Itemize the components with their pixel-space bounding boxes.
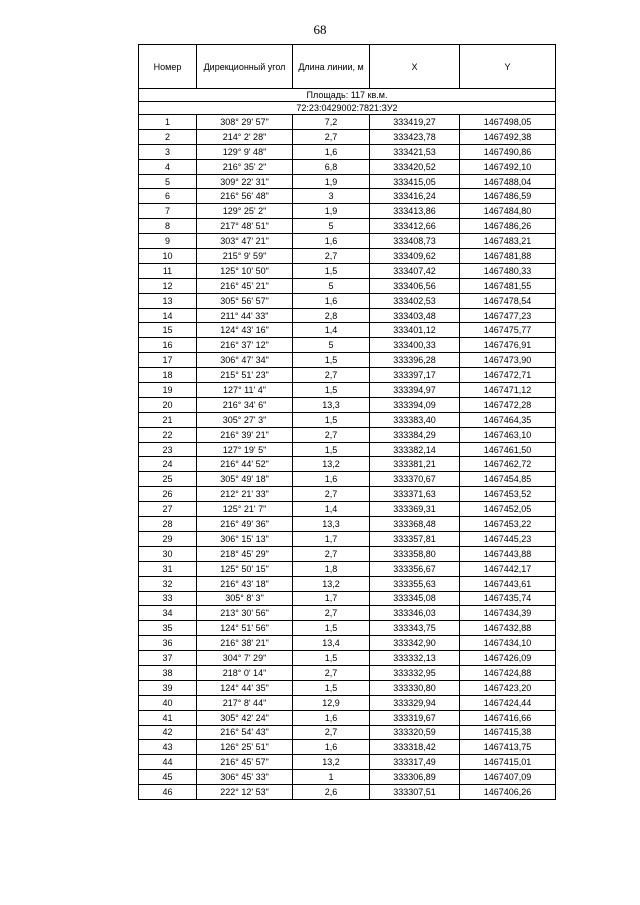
y-cell: 1467477,23 bbox=[460, 308, 556, 323]
y-cell: 1467442,17 bbox=[460, 561, 556, 576]
table-row bbox=[139, 174, 556, 189]
length-cell: 1,6 bbox=[293, 740, 370, 755]
number-cell: 15 bbox=[139, 323, 197, 338]
length-cell: 1 bbox=[293, 770, 370, 785]
angle-cell: 125° 21' 7" bbox=[197, 502, 293, 517]
length-cell: 1,5 bbox=[293, 651, 370, 666]
table-row bbox=[139, 457, 556, 472]
number-cell: 44 bbox=[139, 755, 197, 770]
cadastral-row bbox=[139, 102, 556, 115]
angle-cell: 216° 45' 57" bbox=[197, 755, 293, 770]
angle-cell: 222° 12' 53" bbox=[197, 785, 293, 800]
length-cell: 13,4 bbox=[293, 636, 370, 651]
number-cell: 26 bbox=[139, 487, 197, 502]
y-cell: 1467423,20 bbox=[460, 680, 556, 695]
y-cell: 1467486,59 bbox=[460, 189, 556, 204]
angle-cell: 127° 19' 5" bbox=[197, 442, 293, 457]
length-cell: 2,7 bbox=[293, 129, 370, 144]
x-cell: 333307,51 bbox=[370, 785, 460, 800]
number-cell: 3 bbox=[139, 144, 197, 159]
x-cell: 333394,97 bbox=[370, 383, 460, 398]
number-cell: 29 bbox=[139, 531, 197, 546]
angle-cell: 216° 49' 36" bbox=[197, 517, 293, 532]
length-cell: 1,7 bbox=[293, 591, 370, 606]
x-cell: 333420,52 bbox=[370, 159, 460, 174]
number-cell: 32 bbox=[139, 576, 197, 591]
x-cell: 333394,09 bbox=[370, 397, 460, 412]
table-row bbox=[139, 546, 556, 561]
y-cell: 1467413,75 bbox=[460, 740, 556, 755]
angle-cell: 308° 29' 57" bbox=[197, 115, 293, 130]
y-cell: 1467453,52 bbox=[460, 487, 556, 502]
length-cell: 2,7 bbox=[293, 249, 370, 264]
length-cell: 2,6 bbox=[293, 785, 370, 800]
table-row bbox=[139, 412, 556, 427]
table-row bbox=[139, 531, 556, 546]
number-cell: 16 bbox=[139, 338, 197, 353]
y-cell: 1467445,23 bbox=[460, 531, 556, 546]
angle-cell: 216° 56' 48" bbox=[197, 189, 293, 204]
y-cell: 1467406,26 bbox=[460, 785, 556, 800]
header-y: Y bbox=[460, 45, 556, 89]
x-cell: 333355,63 bbox=[370, 576, 460, 591]
y-cell: 1467486,26 bbox=[460, 219, 556, 234]
x-cell: 333306,89 bbox=[370, 770, 460, 785]
y-cell: 1467476,91 bbox=[460, 338, 556, 353]
x-cell: 333357,81 bbox=[370, 531, 460, 546]
table-row bbox=[139, 234, 556, 249]
length-cell: 1,5 bbox=[293, 442, 370, 457]
angle-cell: 216° 54' 43" bbox=[197, 725, 293, 740]
y-cell: 1467415,01 bbox=[460, 755, 556, 770]
angle-cell: 303° 47' 21" bbox=[197, 234, 293, 249]
x-cell: 333401,12 bbox=[370, 323, 460, 338]
x-cell: 333400,33 bbox=[370, 338, 460, 353]
angle-cell: 215° 9' 59" bbox=[197, 249, 293, 264]
length-cell: 1,6 bbox=[293, 234, 370, 249]
x-cell: 333383,40 bbox=[370, 412, 460, 427]
length-cell: 1,8 bbox=[293, 561, 370, 576]
table-row bbox=[139, 397, 556, 412]
angle-cell: 211° 44' 33" bbox=[197, 308, 293, 323]
angle-cell: 214° 2' 28" bbox=[197, 129, 293, 144]
table-row bbox=[139, 680, 556, 695]
x-cell: 333408,73 bbox=[370, 234, 460, 249]
y-cell: 1467480,33 bbox=[460, 263, 556, 278]
y-cell: 1467481,88 bbox=[460, 249, 556, 264]
angle-cell: 216° 34' 6" bbox=[197, 397, 293, 412]
length-cell: 1,9 bbox=[293, 204, 370, 219]
x-cell: 333346,03 bbox=[370, 606, 460, 621]
y-cell: 1467443,88 bbox=[460, 546, 556, 561]
number-cell: 21 bbox=[139, 412, 197, 427]
x-cell: 333381,21 bbox=[370, 457, 460, 472]
x-cell: 333332,95 bbox=[370, 665, 460, 680]
number-cell: 38 bbox=[139, 665, 197, 680]
table-row bbox=[139, 144, 556, 159]
number-cell: 31 bbox=[139, 561, 197, 576]
number-cell: 46 bbox=[139, 785, 197, 800]
y-cell: 1467483,21 bbox=[460, 234, 556, 249]
table-row bbox=[139, 591, 556, 606]
table-row bbox=[139, 636, 556, 651]
angle-cell: 216° 43' 18" bbox=[197, 576, 293, 591]
length-cell: 1,5 bbox=[293, 680, 370, 695]
length-cell: 1,6 bbox=[293, 710, 370, 725]
y-cell: 1467416,66 bbox=[460, 710, 556, 725]
x-cell: 333318,42 bbox=[370, 740, 460, 755]
length-cell: 13,2 bbox=[293, 755, 370, 770]
page-number: 68 bbox=[313, 22, 327, 37]
length-cell: 1,4 bbox=[293, 323, 370, 338]
y-cell: 1467452,05 bbox=[460, 502, 556, 517]
table-row bbox=[139, 442, 556, 457]
x-cell: 333342,90 bbox=[370, 636, 460, 651]
length-cell: 1,5 bbox=[293, 412, 370, 427]
number-cell: 6 bbox=[139, 189, 197, 204]
area-cell: Площадь: 117 кв.м. bbox=[139, 89, 556, 102]
table-row bbox=[139, 353, 556, 368]
length-cell: 5 bbox=[293, 338, 370, 353]
x-cell: 333356,67 bbox=[370, 561, 460, 576]
table-row bbox=[139, 770, 556, 785]
number-cell: 33 bbox=[139, 591, 197, 606]
table-row bbox=[139, 621, 556, 636]
y-cell: 1467415,38 bbox=[460, 725, 556, 740]
length-cell: 2,7 bbox=[293, 725, 370, 740]
length-cell: 1,6 bbox=[293, 472, 370, 487]
number-cell: 39 bbox=[139, 680, 197, 695]
number-cell: 23 bbox=[139, 442, 197, 457]
angle-cell: 306° 45' 33" bbox=[197, 770, 293, 785]
angle-cell: 216° 37' 12" bbox=[197, 338, 293, 353]
number-cell: 27 bbox=[139, 502, 197, 517]
angle-cell: 218° 0' 14" bbox=[197, 665, 293, 680]
number-cell: 22 bbox=[139, 427, 197, 442]
y-cell: 1467464,35 bbox=[460, 412, 556, 427]
x-cell: 333413,86 bbox=[370, 204, 460, 219]
number-cell: 42 bbox=[139, 725, 197, 740]
y-cell: 1467478,54 bbox=[460, 293, 556, 308]
angle-cell: 306° 47' 34" bbox=[197, 353, 293, 368]
x-cell: 333370,67 bbox=[370, 472, 460, 487]
table-row bbox=[139, 249, 556, 264]
header-direction-angle: Дирекционный угол bbox=[197, 45, 293, 89]
x-cell: 333416,24 bbox=[370, 189, 460, 204]
y-cell: 1467473,90 bbox=[460, 353, 556, 368]
length-cell: 2,7 bbox=[293, 606, 370, 621]
table-row bbox=[139, 293, 556, 308]
x-cell: 333403,48 bbox=[370, 308, 460, 323]
x-cell: 333384,29 bbox=[370, 427, 460, 442]
table-row bbox=[139, 785, 556, 800]
angle-cell: 217° 48' 51" bbox=[197, 219, 293, 234]
angle-cell: 309° 22' 31" bbox=[197, 174, 293, 189]
table-row bbox=[139, 651, 556, 666]
length-cell: 1,4 bbox=[293, 502, 370, 517]
table-row bbox=[139, 606, 556, 621]
number-cell: 10 bbox=[139, 249, 197, 264]
length-cell: 1,5 bbox=[293, 383, 370, 398]
table-row bbox=[139, 308, 556, 323]
y-cell: 1467432,88 bbox=[460, 621, 556, 636]
x-cell: 333320,59 bbox=[370, 725, 460, 740]
x-cell: 333332,13 bbox=[370, 651, 460, 666]
x-cell: 333402,53 bbox=[370, 293, 460, 308]
x-cell: 333329,94 bbox=[370, 695, 460, 710]
table-row bbox=[139, 383, 556, 398]
length-cell: 2,7 bbox=[293, 487, 370, 502]
number-cell: 11 bbox=[139, 263, 197, 278]
table-row bbox=[139, 219, 556, 234]
length-cell: 1,6 bbox=[293, 144, 370, 159]
angle-cell: 127° 11' 4" bbox=[197, 383, 293, 398]
angle-cell: 125° 10' 50" bbox=[197, 263, 293, 278]
length-cell: 6,8 bbox=[293, 159, 370, 174]
y-cell: 1467434,10 bbox=[460, 636, 556, 651]
number-cell: 41 bbox=[139, 710, 197, 725]
number-cell: 40 bbox=[139, 695, 197, 710]
number-cell: 7 bbox=[139, 204, 197, 219]
number-cell: 25 bbox=[139, 472, 197, 487]
table-row bbox=[139, 755, 556, 770]
table-row bbox=[139, 159, 556, 174]
number-cell: 18 bbox=[139, 368, 197, 383]
y-cell: 1467472,71 bbox=[460, 368, 556, 383]
table-row bbox=[139, 517, 556, 532]
table-row bbox=[139, 502, 556, 517]
number-cell: 43 bbox=[139, 740, 197, 755]
angle-cell: 216° 45' 21" bbox=[197, 278, 293, 293]
x-cell: 333358,80 bbox=[370, 546, 460, 561]
x-cell: 333415,05 bbox=[370, 174, 460, 189]
length-cell: 2,7 bbox=[293, 546, 370, 561]
cadastral-number-cell: 72:23:0429002:7821:ЗУ2 bbox=[139, 102, 556, 115]
table-row bbox=[139, 189, 556, 204]
angle-cell: 129° 9' 48" bbox=[197, 144, 293, 159]
length-cell: 13,2 bbox=[293, 457, 370, 472]
y-cell: 1467454,85 bbox=[460, 472, 556, 487]
x-cell: 333330,80 bbox=[370, 680, 460, 695]
y-cell: 1467481,55 bbox=[460, 278, 556, 293]
header-line-length: Длина линии, м bbox=[293, 45, 370, 89]
y-cell: 1467463,10 bbox=[460, 427, 556, 442]
angle-cell: 216° 39' 21" bbox=[197, 427, 293, 442]
angle-cell: 215° 51' 23" bbox=[197, 368, 293, 383]
length-cell: 1,9 bbox=[293, 174, 370, 189]
number-cell: 17 bbox=[139, 353, 197, 368]
x-cell: 333368,48 bbox=[370, 517, 460, 532]
number-cell: 45 bbox=[139, 770, 197, 785]
number-cell: 8 bbox=[139, 219, 197, 234]
x-cell: 333419,27 bbox=[370, 115, 460, 130]
x-cell: 333369,31 bbox=[370, 502, 460, 517]
table-row bbox=[139, 115, 556, 130]
number-cell: 30 bbox=[139, 546, 197, 561]
length-cell: 2,8 bbox=[293, 308, 370, 323]
table-row bbox=[139, 278, 556, 293]
length-cell: 5 bbox=[293, 219, 370, 234]
y-cell: 1467488,04 bbox=[460, 174, 556, 189]
length-cell: 1,6 bbox=[293, 293, 370, 308]
y-cell: 1467492,38 bbox=[460, 129, 556, 144]
table-row bbox=[139, 338, 556, 353]
angle-cell: 125° 50' 15" bbox=[197, 561, 293, 576]
number-cell: 9 bbox=[139, 234, 197, 249]
y-cell: 1467484,80 bbox=[460, 204, 556, 219]
angle-cell: 305° 42' 24" bbox=[197, 710, 293, 725]
x-cell: 333396,28 bbox=[370, 353, 460, 368]
table-row bbox=[139, 427, 556, 442]
y-cell: 1467453,22 bbox=[460, 517, 556, 532]
number-cell: 28 bbox=[139, 517, 197, 532]
table-row bbox=[139, 665, 556, 680]
length-cell: 1,5 bbox=[293, 621, 370, 636]
table-row bbox=[139, 129, 556, 144]
table-row bbox=[139, 695, 556, 710]
angle-cell: 124° 44' 35" bbox=[197, 680, 293, 695]
length-cell: 1,5 bbox=[293, 353, 370, 368]
number-cell: 24 bbox=[139, 457, 197, 472]
x-cell: 333412,66 bbox=[370, 219, 460, 234]
number-cell: 12 bbox=[139, 278, 197, 293]
table-row bbox=[139, 710, 556, 725]
number-cell: 36 bbox=[139, 636, 197, 651]
angle-cell: 304° 7' 29" bbox=[197, 651, 293, 666]
x-cell: 333397,17 bbox=[370, 368, 460, 383]
table-row bbox=[139, 725, 556, 740]
angle-cell: 216° 38' 21" bbox=[197, 636, 293, 651]
table-row bbox=[139, 263, 556, 278]
x-cell: 333407,42 bbox=[370, 263, 460, 278]
number-cell: 37 bbox=[139, 651, 197, 666]
x-cell: 333317,49 bbox=[370, 755, 460, 770]
angle-cell: 217° 8' 44" bbox=[197, 695, 293, 710]
x-cell: 333345,08 bbox=[370, 591, 460, 606]
x-cell: 333382,14 bbox=[370, 442, 460, 457]
number-cell: 14 bbox=[139, 308, 197, 323]
length-cell: 2,7 bbox=[293, 427, 370, 442]
y-cell: 1467443,61 bbox=[460, 576, 556, 591]
header-x: X bbox=[370, 45, 460, 89]
number-cell: 13 bbox=[139, 293, 197, 308]
length-cell: 1,5 bbox=[293, 263, 370, 278]
header-number: Номер bbox=[139, 45, 197, 89]
number-cell: 5 bbox=[139, 174, 197, 189]
table-row bbox=[139, 472, 556, 487]
y-cell: 1467424,88 bbox=[460, 665, 556, 680]
table-header-row bbox=[139, 45, 556, 89]
y-cell: 1467490,86 bbox=[460, 144, 556, 159]
x-cell: 333319,67 bbox=[370, 710, 460, 725]
x-cell: 333343,75 bbox=[370, 621, 460, 636]
y-cell: 1467462,72 bbox=[460, 457, 556, 472]
table-row bbox=[139, 487, 556, 502]
length-cell: 13,3 bbox=[293, 397, 370, 412]
angle-cell: 213° 30' 56" bbox=[197, 606, 293, 621]
angle-cell: 305° 27' 3" bbox=[197, 412, 293, 427]
y-cell: 1467434,39 bbox=[460, 606, 556, 621]
x-cell: 333421,53 bbox=[370, 144, 460, 159]
angle-cell: 212° 21' 33" bbox=[197, 487, 293, 502]
number-cell: 20 bbox=[139, 397, 197, 412]
angle-cell: 305° 56' 57" bbox=[197, 293, 293, 308]
y-cell: 1467475,77 bbox=[460, 323, 556, 338]
angle-cell: 216° 35' 2" bbox=[197, 159, 293, 174]
number-cell: 19 bbox=[139, 383, 197, 398]
coordinates-table bbox=[138, 44, 556, 800]
number-cell: 4 bbox=[139, 159, 197, 174]
table-row bbox=[139, 576, 556, 591]
length-cell: 12,9 bbox=[293, 695, 370, 710]
number-cell: 34 bbox=[139, 606, 197, 621]
x-cell: 333406,56 bbox=[370, 278, 460, 293]
y-cell: 1467435,74 bbox=[460, 591, 556, 606]
angle-cell: 216° 44' 52" bbox=[197, 457, 293, 472]
angle-cell: 305° 49' 18" bbox=[197, 472, 293, 487]
length-cell: 5 bbox=[293, 278, 370, 293]
y-cell: 1467472,28 bbox=[460, 397, 556, 412]
y-cell: 1467424,44 bbox=[460, 695, 556, 710]
y-cell: 1467461,50 bbox=[460, 442, 556, 457]
number-cell: 2 bbox=[139, 129, 197, 144]
length-cell: 13,2 bbox=[293, 576, 370, 591]
length-cell: 3 bbox=[293, 189, 370, 204]
x-cell: 333409,62 bbox=[370, 249, 460, 264]
table-row bbox=[139, 204, 556, 219]
table-row bbox=[139, 368, 556, 383]
angle-cell: 124° 43' 16" bbox=[197, 323, 293, 338]
area-row bbox=[139, 89, 556, 102]
number-cell: 35 bbox=[139, 621, 197, 636]
angle-cell: 306° 15' 13" bbox=[197, 531, 293, 546]
table-row bbox=[139, 740, 556, 755]
angle-cell: 124° 51' 56" bbox=[197, 621, 293, 636]
length-cell: 2,7 bbox=[293, 368, 370, 383]
x-cell: 333371,63 bbox=[370, 487, 460, 502]
length-cell: 7,2 bbox=[293, 115, 370, 130]
angle-cell: 129° 25' 2" bbox=[197, 204, 293, 219]
length-cell: 2,7 bbox=[293, 665, 370, 680]
y-cell: 1467498,05 bbox=[460, 115, 556, 130]
length-cell: 1,7 bbox=[293, 531, 370, 546]
angle-cell: 305° 8' 3" bbox=[197, 591, 293, 606]
y-cell: 1467492,10 bbox=[460, 159, 556, 174]
angle-cell: 218° 45' 29" bbox=[197, 546, 293, 561]
table-row bbox=[139, 323, 556, 338]
angle-cell: 126° 25' 51" bbox=[197, 740, 293, 755]
number-cell: 1 bbox=[139, 115, 197, 130]
y-cell: 1467471,12 bbox=[460, 383, 556, 398]
length-cell: 13,3 bbox=[293, 517, 370, 532]
table-row bbox=[139, 561, 556, 576]
y-cell: 1467407,09 bbox=[460, 770, 556, 785]
y-cell: 1467426,09 bbox=[460, 651, 556, 666]
x-cell: 333423,78 bbox=[370, 129, 460, 144]
